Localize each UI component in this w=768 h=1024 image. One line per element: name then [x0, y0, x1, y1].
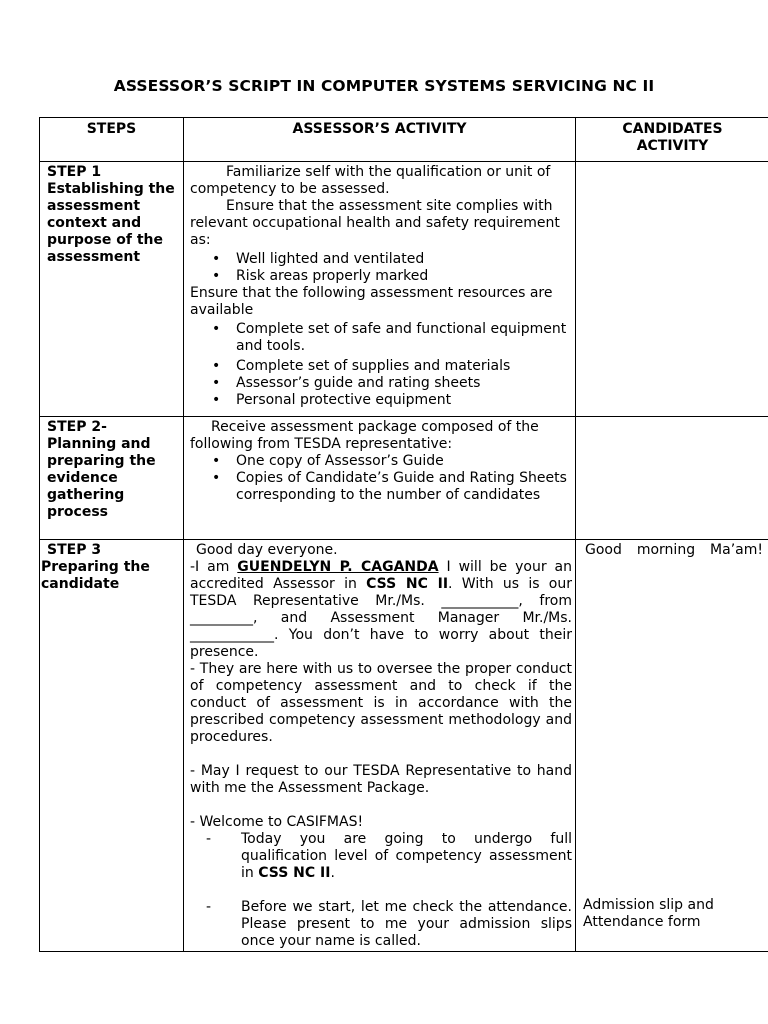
list-item: • Personal protective equipment — [190, 392, 572, 409]
step1-assessor-activity: Familiarize self with the qualification or unit of competency to be assessed. Ensure that the assessment site complies with relevant occupational health and safety requirement as: • Well lighted and ventilated • Risk areas properly marked Ensure that the following assessment resources are available • Complete set of safe and functional equipment and tools. • Complete set of supplies and materials • Assessor’s guide and rating sheets • Personal protective equipment — [184, 162, 576, 417]
step1-row — [40, 162, 768, 417]
header-assessor-activity: ASSESSOR’S ACTIVITY — [184, 118, 576, 162]
candidate-admission-note: Admission slip and Attendance form — [583, 897, 714, 930]
step2-row — [40, 417, 768, 540]
list-item: • Well lighted and ventilated — [190, 251, 572, 268]
step3-assessor-activity: Good day everyone. -I am GUENDELYN P. CAGANDA I will be your an accredited Assessor in CSS NC II. With us is our TESDA Representative Mr./Ms. ___________, from _________, and Assessment Manager Mr./Ms. ____________. You don’t have to worry about their presence. - They are here with us to oversee the proper conduct of competency assessment and to check if the conduct of assessment is in accordance with the prescribed competency assessment methodology and procedures. - May I request to our TESDA Representative to hand with me the Assessment Package. - Welcome to CASIFMAS! - Today you are going to undergo full qualification level of competency assessment in CSS NC II. - Before we start, let me check the attendance. Please present to me your admission slips once your name is called. — [184, 540, 576, 952]
step3-row — [40, 540, 768, 952]
resources-list — [190, 321, 572, 409]
step1-candidates-activity — [576, 162, 768, 417]
list-item: • Risk areas properly marked — [190, 268, 572, 285]
assessment-package-list — [190, 453, 572, 504]
step2-label: STEP 2- Planning and preparing the evidence gathering process — [40, 417, 184, 540]
list-item: • Complete set of safe and functional equipment and tools. — [190, 321, 572, 355]
assessor-name: GUENDELYN P. CAGANDA — [237, 559, 439, 575]
header-steps: STEPS — [40, 118, 184, 162]
list-item: • Copies of Candidate’s Guide and Rating Sheets corresponding to the number of candidates — [190, 470, 572, 504]
list-item: • Complete set of supplies and materials — [190, 358, 572, 375]
step3-label: STEP 3 Preparing the candidate — [40, 540, 184, 952]
list-item: • One copy of Assessor’s Guide — [190, 453, 572, 470]
step2-assessor-activity: Receive assessment package composed of the following from TESDA representative: • One copy of Assessor’s Guide • Copies of Candidate’s Guide and Rating Sheets corresponding to the number of candidates — [184, 417, 576, 540]
header-candidates-activity: CANDIDATES ACTIVITY — [576, 118, 768, 162]
opening-statements-list — [190, 831, 572, 950]
step3-candidates-activity — [576, 540, 768, 952]
list-item: - Today you are going to undergo full qualification level of competency assessment in CSS NC II. — [190, 831, 572, 882]
script-table — [39, 117, 768, 952]
list-item: • Assessor’s guide and rating sheets — [190, 375, 572, 392]
list-item: - Before we start, let me check the attendance. Please present to me your admission slips once your name is called. — [190, 899, 572, 950]
step2-candidates-activity — [576, 417, 768, 540]
document-title: ASSESSOR’S SCRIPT IN COMPUTER SYSTEMS SERVICING NC II — [113, 77, 655, 95]
header-row — [40, 118, 768, 162]
candidate-greeting: Good morning Ma’am! — [585, 542, 763, 558]
step1-label: STEP 1 Establishing the assessment context and purpose of the assessment — [40, 162, 184, 417]
site-requirements-list — [190, 251, 572, 285]
